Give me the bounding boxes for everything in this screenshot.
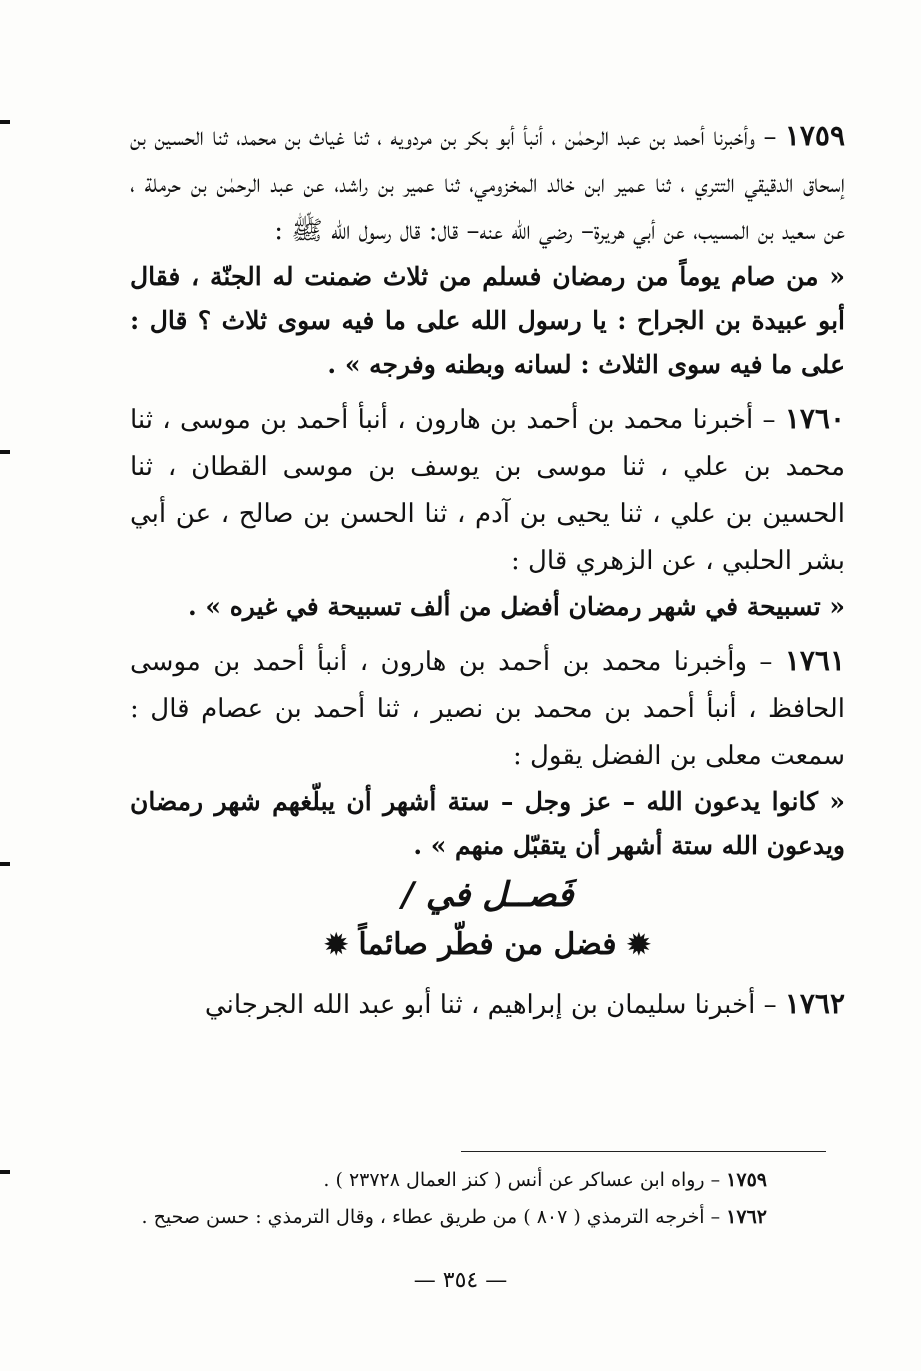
section-subtitle-text: فضل من فطّر صائماً xyxy=(358,927,617,962)
entry-text: – وأخبرنا محمد بن أحمد بن هارون ، أنبأ أحمد بن موسى الحافظ ، أنبأ أحمد بن محمد بن نصير ، ثنا أحمد بن عصام قال : سمعت معلى بن الفضل يقول : xyxy=(130,647,845,771)
page-number: — ٣٥٤ — xyxy=(413,1268,508,1293)
entry-number: ١٧٦٢ xyxy=(784,987,845,1020)
margin-mark xyxy=(0,120,10,124)
entry-text: – أخبرنا سليمان بن إبراهيم ، ثنا أبو عبد الله الجرجاني xyxy=(204,990,785,1020)
entry-1760 xyxy=(130,395,845,585)
entry-number: ١٧٥٩ xyxy=(784,119,845,152)
main-text xyxy=(130,112,845,1029)
footnotes xyxy=(60,1162,767,1236)
section-title: فَصــل في / xyxy=(401,875,574,915)
section-subtitle xyxy=(130,920,845,970)
entry-number: ١٧٦١ xyxy=(784,644,845,677)
ornament-icon: ✹ xyxy=(627,928,651,961)
margin-mark xyxy=(0,450,10,454)
entry-quote: « من صام يوماً من رمضان فسلم من ثلاث ضمنت له الجنّة ، فقال أبو عبيدة بن الجراح : يا رسول الله على ما فيه سوى ثلاث ؟ قال : على ما فيه سوى الثلاث : لسانه وبطنه وفرجه » . xyxy=(130,262,845,379)
entry-1759 xyxy=(130,112,845,255)
entry-1762 xyxy=(130,980,845,1029)
margin-mark xyxy=(0,862,10,866)
footnote-text: – رواه ابن عساكر عن أنس ( كنز العمال ٢٣٧٢٨ ) . xyxy=(323,1169,727,1191)
footnote xyxy=(60,1199,767,1236)
footnote-text: – أخرجه الترمذي ( ٨٠٧ ) من طريق عطاء ، وقال الترمذي : حسن صحيح . xyxy=(141,1206,727,1228)
entry-quote: « كانوا يدعون الله – عز وجل – ستة أشهر أن يبلّغهم شهر رمضان ويدعون الله ستة أشهر أن يتقبّل منهم » . xyxy=(130,787,845,860)
margin-mark xyxy=(0,1170,10,1174)
footnote-divider xyxy=(461,1151,826,1152)
entry-text: – أخبرنا محمد بن أحمد بن هارون ، أنبأ أحمد بن موسى ، ثنا محمد بن علي ، ثنا موسى بن يوسف بن موسى القطان ، ثنا الحسين بن علي ، ثنا يحيى بن آدم ، ثنا الحسن بن صالح ، عن أبي بشر الحلبي ، عن الزهري قال : xyxy=(130,405,845,576)
ornament-icon: ✹ xyxy=(324,928,348,961)
footnote-number: ١٧٥٩ xyxy=(726,1169,767,1191)
footnote-number: ١٧٦٢ xyxy=(726,1206,767,1228)
entry-quote: « تسبيحة في شهر رمضان أفضل من ألف تسبيحة في غيره » . xyxy=(187,592,845,621)
footnote xyxy=(60,1162,767,1199)
entry-1761 xyxy=(130,637,845,780)
entry-number: ١٧٦٠ xyxy=(784,402,845,435)
entry-text: – وأخبرنا أحمد بن عبد الرحمٰن ، أنبأ أبو بكر بن مردويه ، ثنا غياث بن محمد، ثنا الحسين بن إسحاق الدقيقي التتري ، ثنا عمير ابن خالد المخزومي، ثنا عمير بن راشد، عن عبد الرحمٰن بن حرملة ، عن سعيد بن المسيب، عن أبي هريرة– رضي الله عنه– قال: قال رسول الله ﷺ : xyxy=(130,122,845,246)
